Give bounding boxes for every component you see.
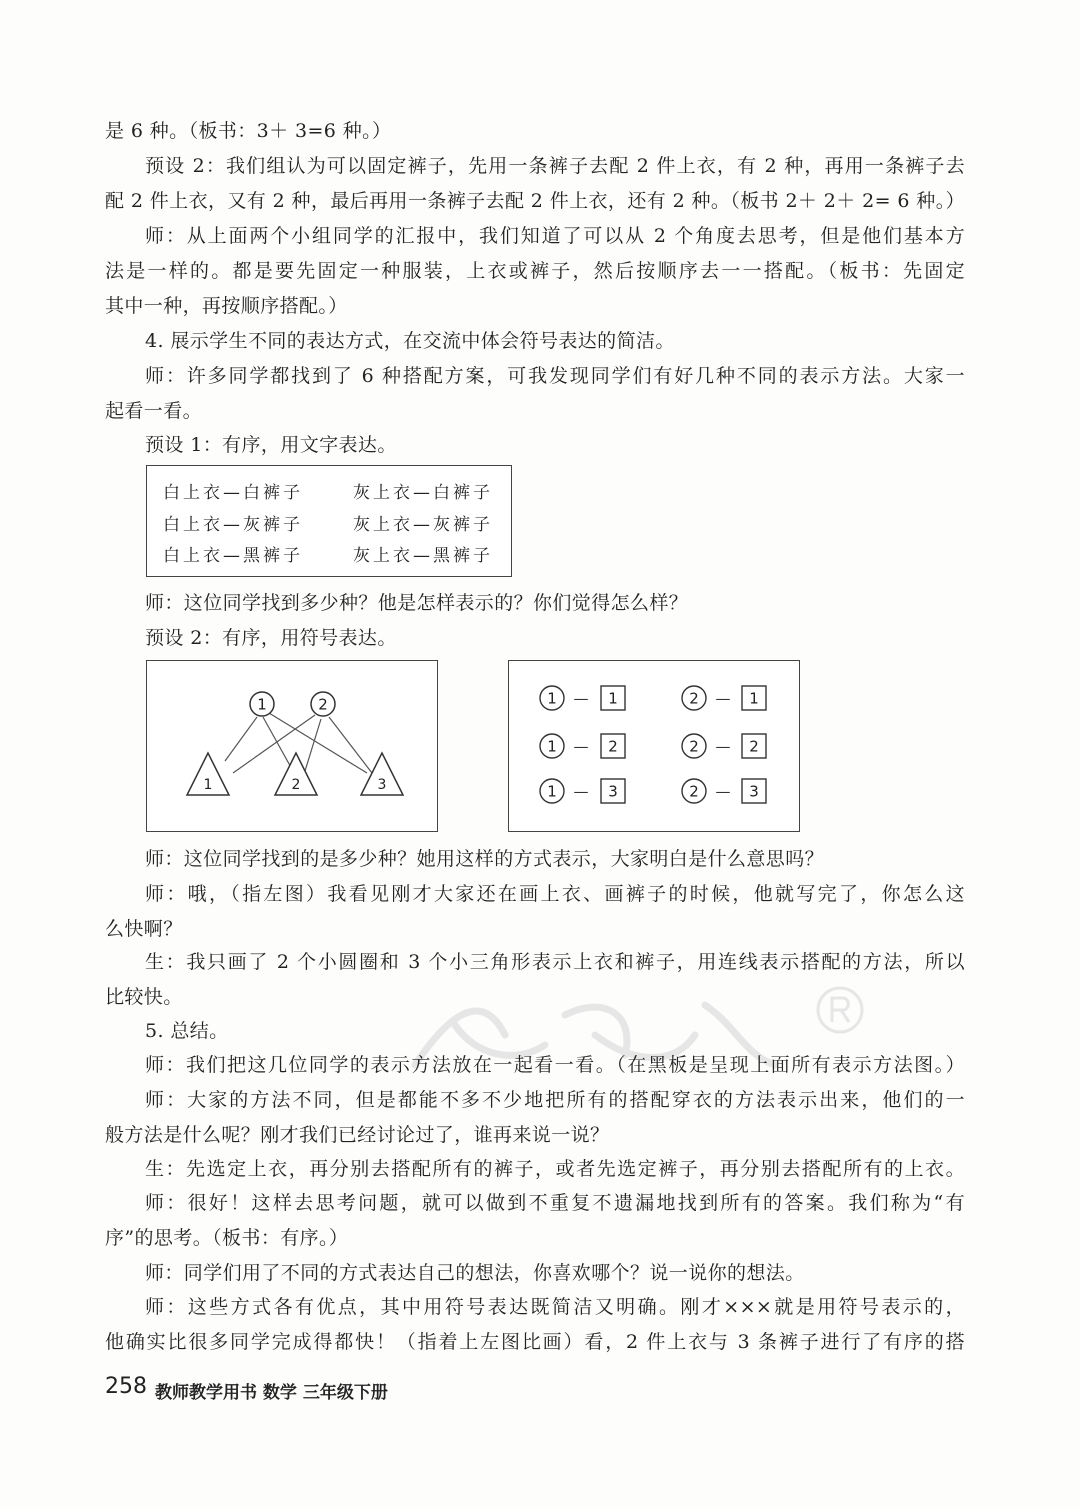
paragraph: 是 6 种。（板书：3＋ 3=6 种。） [105,120,392,142]
paragraph: 预设 2：我们组认为可以固定裤子，先用一条裤子去配 2 件上衣，有 2 种，再用一条裤子去 [145,155,965,177]
shirt-circle [250,692,274,716]
page-number: 258 [105,1374,147,1399]
pairing-text: 灰上衣—灰裤子 [353,515,493,535]
line-diagram [146,660,438,832]
paragraph: 他确实比很多同学完成得都快！（指着上左图比画）看，2 件上衣与 3 条裤子进行了有序的搭 [105,1331,965,1353]
dash: — [715,737,731,756]
text-expression-box [146,465,512,577]
paragraph: 师：我们把这几位同学的表示方法放在一起看一看。（在黑板是呈现上面所有表示方法图。） [145,1054,965,1076]
dash: — [573,737,589,756]
paragraph: 预设 1：有序，用文字表达。 [145,434,397,456]
circle-label: 2 [689,737,699,756]
triangle-label: 1 [203,777,213,793]
circle-label: 2 [689,689,699,708]
square-label: 2 [749,737,759,756]
square-label: 3 [608,782,618,801]
paragraph: 师：这些方式各有优点，其中用符号表达既简洁又明确。刚才×××就是用符号表示的， [145,1296,965,1318]
pants-triangle [361,753,403,795]
paragraph: 师：许多同学都找到了 6 种搭配方案，可我发现同学们有好几种不同的表示方法。大家一 [145,365,965,387]
square-label: 3 [749,782,759,801]
pants-triangle [187,753,229,795]
paragraph: 生：先选定上衣，再分别去搭配所有的裤子，或者先选定裤子，再分别去搭配所有的上衣。 [145,1158,965,1180]
pairing-text: 白上衣—黑裤子 [163,546,303,566]
paragraph: 般方法是什么呢？刚才我们已经讨论过了，谁再来说一说？ [105,1124,610,1146]
square-label: 1 [749,689,759,708]
paragraph: 么快啊？ [105,918,183,940]
paragraph: 法是一样的。都是要先固定一种服装，上衣或裤子，然后按顺序去一一搭配。（板书：先固定 [105,260,965,282]
pair-row [540,734,766,758]
paragraph: 起看一看。 [105,400,203,422]
paragraph: 师：同学们用了不同的方式表达自己的想法，你喜欢哪个？说一说你的想法。 [145,1262,805,1284]
paragraph: 预设 2：有序，用符号表达。 [145,627,397,649]
square-label: 2 [608,737,618,756]
pairing-text: 灰上衣—白裤子 [353,483,493,503]
dash: — [573,689,589,708]
paragraph: 师：哦，（指左图）我看见刚才大家还在画上衣、画裤子的时候，他就写完了，你怎么这 [145,883,965,905]
pairing-text: 灰上衣—黑裤子 [353,546,493,566]
circle-label: 2 [318,695,328,714]
paragraph: 师：很好！这样去思考问题，就可以做到不重复不遗漏地找到所有的答案。我们称为“有 [145,1192,965,1214]
paragraph: 师：从上面两个小组同学的汇报中，我们知道了可以从 2 个角度去思考，但是他们基本方 [145,225,965,247]
circle-label: 1 [257,695,267,714]
paragraph: 师：这位同学找到多少种？他是怎样表示的？你们觉得怎么样？ [145,592,689,614]
pair-row [540,686,766,710]
paragraph: 序”的思考。（板书：有序。） [105,1227,349,1249]
shirt-circle [311,692,335,716]
book-title: 教师教学用书 数学 三年级下册 [155,1383,388,1403]
pants-triangle [275,753,317,795]
circle-label: 2 [689,782,699,801]
paragraph: 其中一种，再按顺序搭配。） [105,295,348,317]
dash: — [715,689,731,708]
paragraph: 生：我只画了 2 个小圆圈和 3 个小三角形表示上衣和裤子，用连线表示搭配的方法，所以 [145,951,965,973]
triangle-label: 2 [291,777,301,793]
pairing-text: 白上衣—灰裤子 [163,515,303,535]
triangle-label: 3 [377,777,387,793]
dash: — [715,782,731,801]
circle-label: 1 [547,737,557,756]
symbol-pairs-diagram [508,660,800,832]
pair-row [540,779,766,803]
dash: — [573,782,589,801]
circle-label: 1 [547,689,557,708]
section-heading: 4. 展示学生不同的表达方式，在交流中体会符号表达的简洁。 [145,330,675,352]
section-heading: 5. 总结。 [145,1020,229,1042]
paragraph: 师：这位同学找到的是多少种？她用这样的方式表示，大家明白是什么意思吗？ [145,848,825,870]
square-label: 1 [608,689,618,708]
paragraph: 比较快。 [105,986,183,1008]
paragraph: 师：大家的方法不同，但是都能不多不少地把所有的搭配穿衣的方法表示出来，他们的一 [145,1089,965,1111]
circle-label: 1 [547,782,557,801]
paragraph: 配 2 件上衣，又有 2 种，最后再用一条裤子去配 2 件上衣，还有 2 种。（板书 2＋ 2＋ 2= 6 种。） [105,190,965,212]
pairing-text: 白上衣—白裤子 [163,483,303,503]
